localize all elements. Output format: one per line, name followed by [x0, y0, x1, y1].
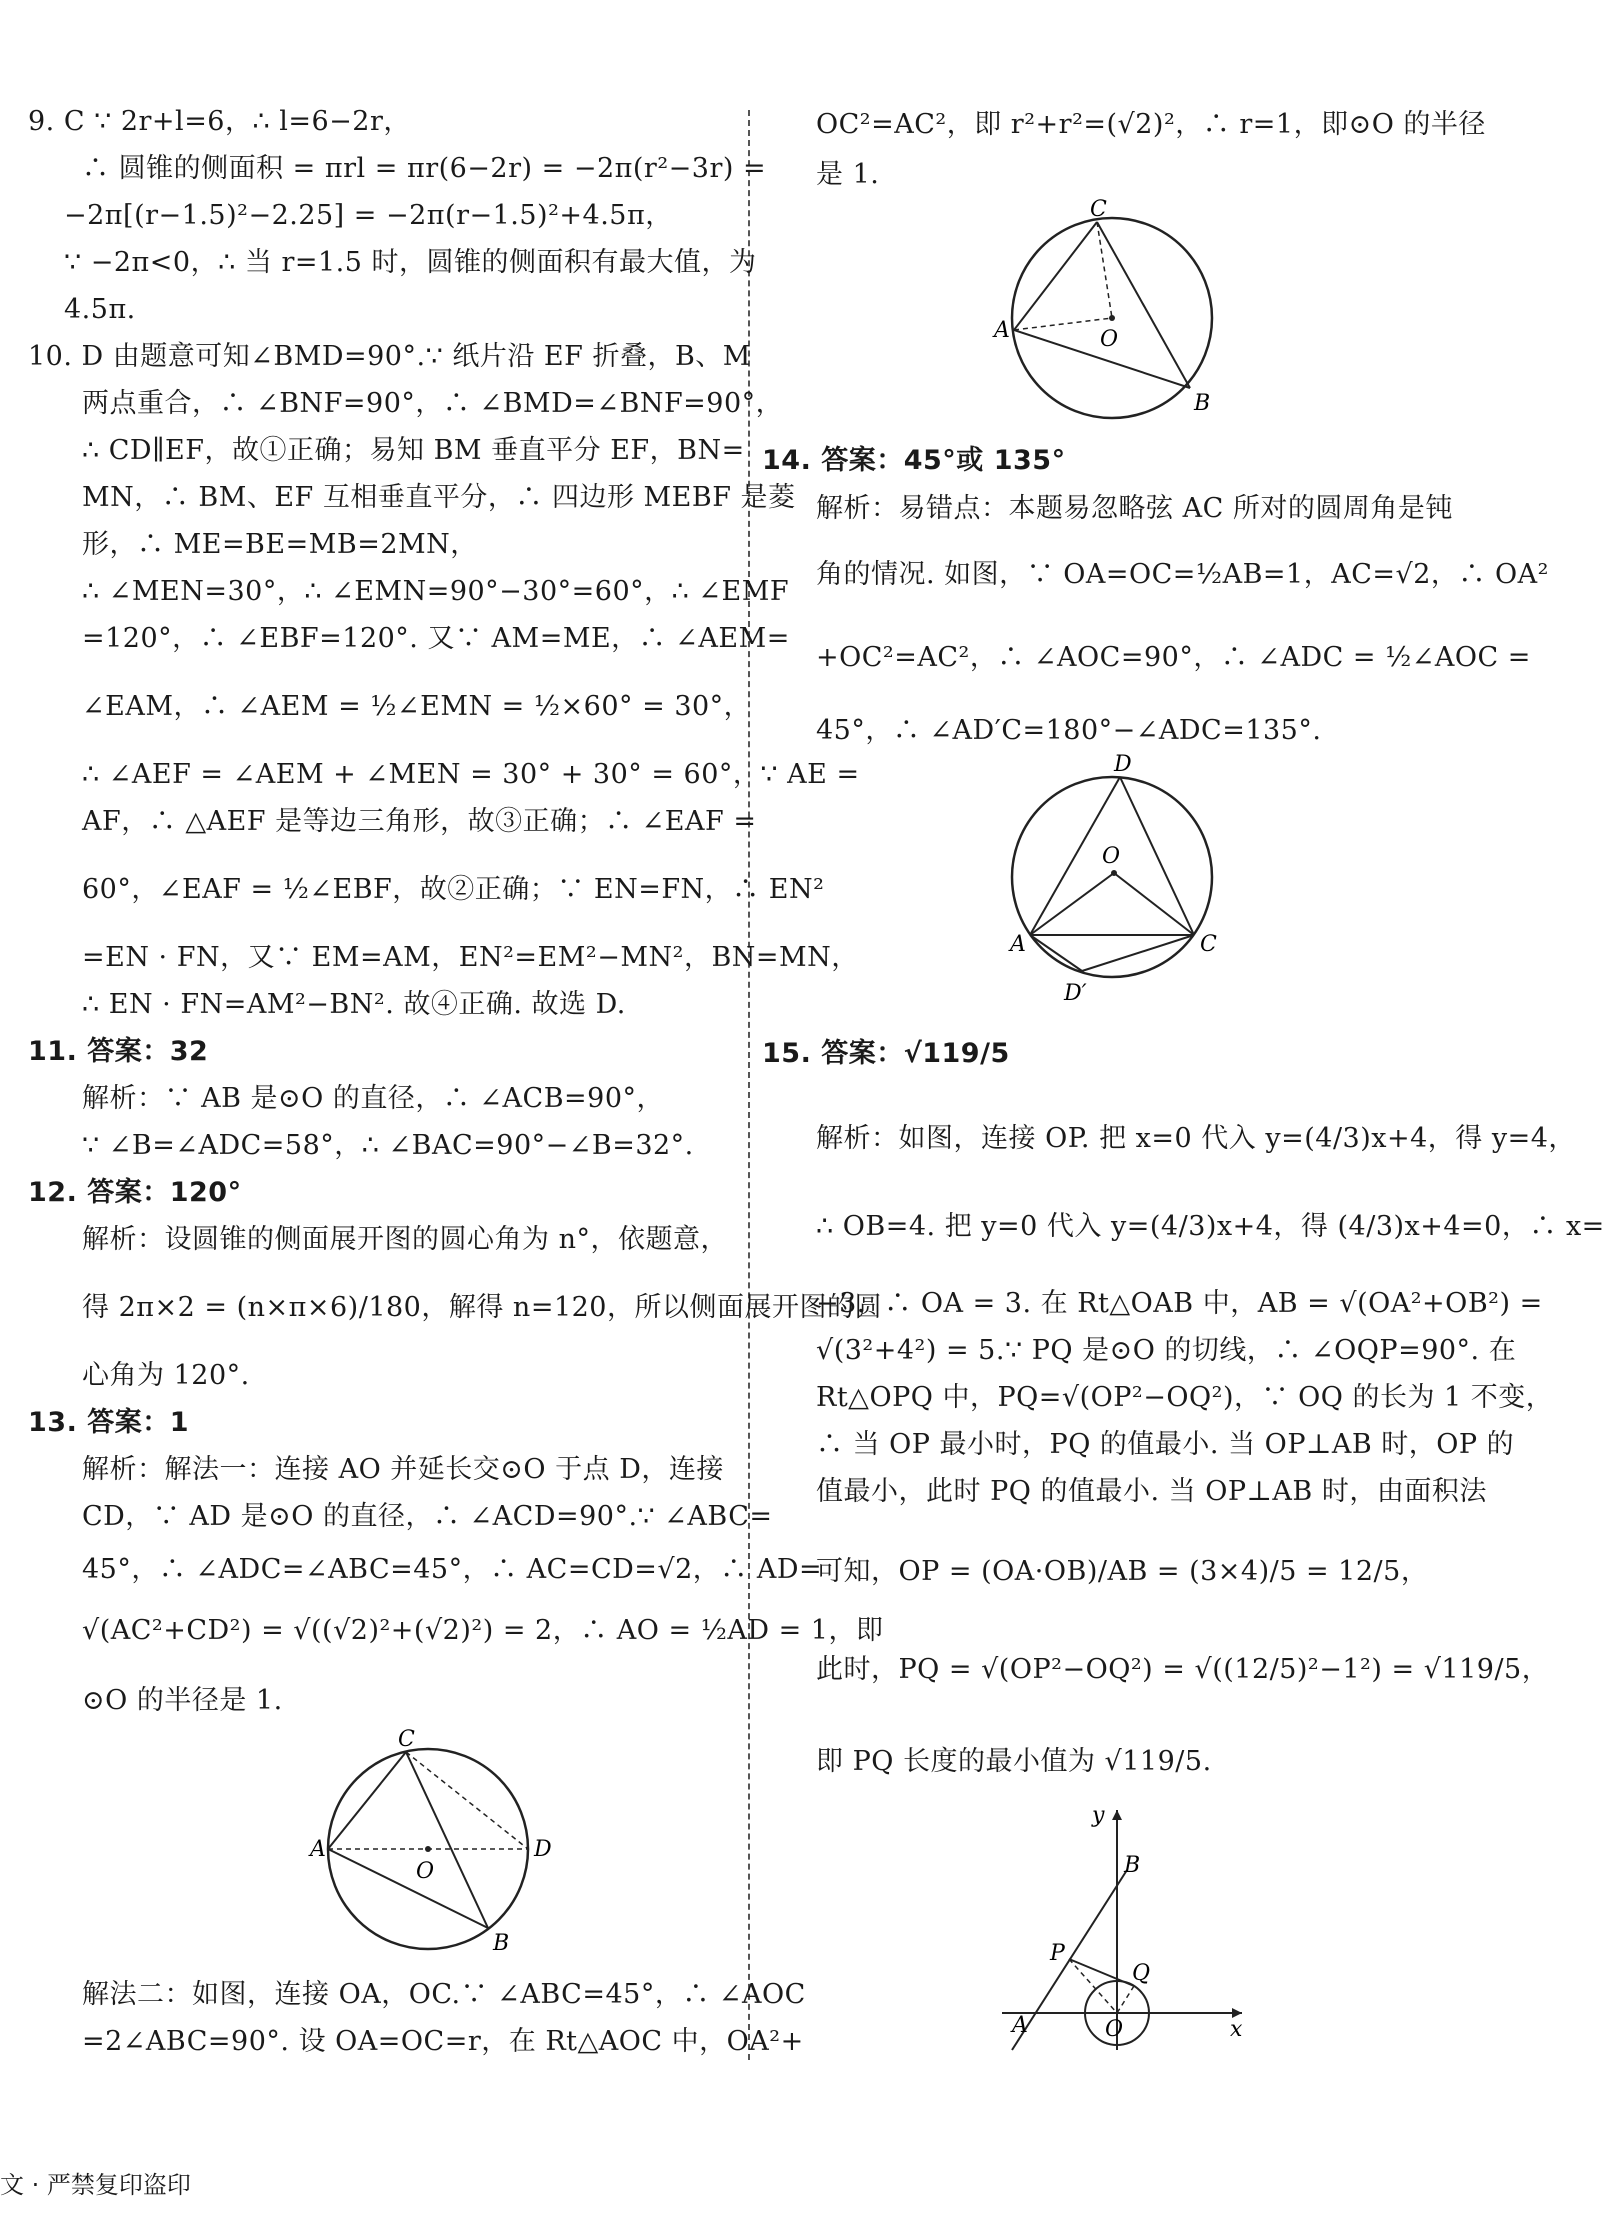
q12-line-2: 得 2π×2 = (n×π×6)/180，解得 n=120，所以侧面展开图的圆 [82, 1292, 882, 1323]
q12-line-1: 解析：设圆锥的侧面展开图的圆心角为 n°，依题意， [82, 1224, 728, 1255]
q10-line-6: ∴ ∠MEN=30°，∴ ∠EMN=90°−30°=60°，∴ ∠EMF [82, 576, 790, 607]
q9-line-2: ∴ 圆锥的侧面积 = πrl = πr(6−2r) = −2π(r²−3r) = [82, 153, 767, 184]
q15-line-6: ∴ 当 OP 最小时，PQ 的值最小. 当 OP⊥AB 时，OP 的 [816, 1429, 1515, 1460]
q14-line-4: 45°，∴ ∠AD′C=180°−∠ADC=135°. [816, 715, 1322, 746]
fig13a-label-d: D [534, 1837, 552, 1862]
q13-line-1: 解析：解法一：连接 AO 并延长交⊙O 于点 D，连接 [82, 1454, 724, 1485]
q10-line-12: =EN · FN，又∵ EM=AM，EN²=EM²−MN²，BN=MN， [82, 942, 859, 973]
figure-13a [288, 1727, 588, 1960]
q10-line-1: 10. D 由题意可知∠BMD=90°.∵ 纸片沿 EF 折叠，B、M [28, 341, 751, 372]
q13-line-3: 45°，∴ ∠ADC=∠ABC=45°，∴ AC=CD=√2，∴ AD= [82, 1554, 823, 1585]
q15-line-1: 解析：如图，连接 OP. 把 x=0 代入 y=(4/3)x+4，得 y=4， [816, 1123, 1576, 1154]
q12-answer: 12. 答案：120° [28, 1177, 242, 1208]
fig14-label-a: A [1010, 932, 1026, 957]
fig13b-label-b: B [1194, 391, 1211, 416]
figure-14 [1002, 752, 1242, 1006]
q10-line-7: =120°，∴ ∠EBF=120°. 又∵ AM=ME，∴ ∠AEM= [82, 623, 790, 654]
q15-answer: 15. 答案：√119/5 [762, 1038, 1010, 1069]
q12-line-3: 心角为 120°. [82, 1360, 250, 1391]
q13-cont-line-2: 是 1. [816, 159, 880, 190]
fig15-label-p: P [1050, 1941, 1065, 1966]
q13-line-7: =2∠ABC=90°. 设 OA=OC=r，在 Rt△AOC 中，OA²+ [82, 2026, 804, 2057]
q15-line-5: Rt△OPQ 中，PQ=√(OP²−OQ²)，∵ OQ 的长为 1 不变， [816, 1382, 1554, 1413]
fig14-label-d-prime: D′ [1064, 981, 1087, 1006]
q10-line-13: ∴ EN · FN=AM²−BN². 故④正确. 故选 D. [82, 989, 626, 1020]
fig14-label-o: O [1102, 844, 1121, 869]
q10-line-10: AF，∴ △AEF 是等边三角形，故③正确；∴ ∠EAF = [82, 806, 757, 837]
q13-cont-line-1: OC²=AC²，即 r²+r²=(√2)²，∴ r=1，即⊙O 的半径 [816, 109, 1486, 140]
fig15-label-y: y [1092, 1803, 1105, 1828]
q9-line-5: 4.5π. [64, 294, 136, 325]
q13-answer: 13. 答案：1 [28, 1407, 190, 1438]
q15-line-2: ∴ OB=4. 把 y=0 代入 y=(4/3)x+4，得 (4/3)x+4=0，∴ x= [816, 1211, 1605, 1242]
q11-line-2: ∵ ∠B=∠ADC=58°，∴ ∠BAC=90°−∠B=32°. [82, 1130, 694, 1161]
q15-line-9: 此时，PQ = √(OP²−OQ²) = √((12/5)²−1²) = √119/5， [816, 1654, 1550, 1685]
fig15-label-q: Q [1132, 1961, 1151, 1986]
fig15-label-o: O [1105, 2017, 1124, 2042]
q15-line-10: 即 PQ 长度的最小值为 √119/5. [816, 1746, 1212, 1777]
fig13a-label-a: A [310, 1837, 326, 1862]
fig15-label-x: x [1230, 2017, 1243, 2042]
q10-line-9: ∴ ∠AEF = ∠AEM + ∠MEN = 30° + 30° = 60°，∵ AE = [82, 759, 860, 790]
q14-answer: 14. 答案：45°或 135° [762, 445, 1066, 476]
q10-line-11: 60°，∠EAF = ½∠EBF，故②正确；∵ EN=FN，∴ EN² [82, 874, 825, 905]
q10-line-8: ∠EAM，∴ ∠AEM = ½∠EMN = ½×60° = 30°， [82, 691, 752, 722]
figure-13b [982, 197, 1242, 430]
figure-15 [992, 1800, 1252, 2060]
q14-line-1: 解析：易错点：本题易忽略弦 AC 所对的圆周角是钝 [816, 493, 1453, 524]
q10-line-5: 形，∴ ME=BE=MB=2MN， [82, 529, 478, 560]
fig13b-label-o: O [1100, 327, 1119, 352]
q11-answer: 11. 答案：32 [28, 1036, 209, 1067]
q10-line-3: ∴ CD∥EF，故①正确；易知 BM 垂直平分 EF，BN= [82, 435, 745, 466]
fig15-label-b: B [1124, 1853, 1141, 1878]
q10-line-2: 两点重合，∴ ∠BNF=90°，∴ ∠BMD=∠BNF=90°， [82, 388, 784, 419]
q15-line-8: 可知，OP = (OA·OB)/AB = (3×4)/5 = 12/5， [816, 1556, 1429, 1587]
q9-line-3: −2π[(r−1.5)²−2.25] = −2π(r−1.5)²+4.5π， [64, 200, 673, 231]
fig13a-label-o: O [416, 1859, 435, 1884]
q10-line-4: MN，∴ BM、EF 互相垂直平分，∴ 四边形 MEBF 是菱 [82, 482, 796, 513]
fig13b-label-a: A [994, 318, 1010, 343]
fig13a-label-b: B [493, 1931, 510, 1956]
q9-line-1: 9. C ∵ 2r+l=6，∴ l=6−2r， [28, 106, 411, 137]
fig13a-label-c: C [398, 1727, 415, 1752]
fig15-label-a: A [1012, 2013, 1028, 2038]
q13-line-2: CD，∵ AD 是⊙O 的直径，∴ ∠ACD=90°.∵ ∠ABC= [82, 1501, 773, 1532]
q14-line-3: +OC²=AC²，∴ ∠AOC=90°，∴ ∠ADC = ½∠AOC = [816, 642, 1531, 673]
fig14-label-c: C [1200, 932, 1217, 957]
q13-line-4: √(AC²+CD²) = √((√2)²+(√2)²) = 2，∴ AO = ½AD = 1，即 [82, 1615, 884, 1646]
page-footer: 文 · 严禁复印盗印 [0, 2171, 191, 2199]
q14-line-2: 角的情况. 如图，∵ OA=OC=½AB=1，AC=√2，∴ OA² [816, 559, 1549, 590]
q15-line-7: 值最小，此时 PQ 的值最小. 当 OP⊥AB 时，由面积法 [816, 1476, 1487, 1507]
q11-line-1: 解析：∵ AB 是⊙O 的直径，∴ ∠ACB=90°， [82, 1083, 665, 1114]
fig13b-label-c: C [1090, 197, 1107, 222]
q15-line-3: −3，∴ OA = 3. 在 Rt△OAB 中，AB = √(OA²+OB²) = [816, 1288, 1543, 1319]
q13-line-6: 解法二：如图，连接 OA，OC.∵ ∠ABC=45°，∴ ∠AOC [82, 1979, 806, 2010]
q13-line-5: ⊙O 的半径是 1. [82, 1685, 283, 1716]
q15-line-4: √(3²+4²) = 5.∵ PQ 是⊙O 的切线，∴ ∠OQP=90°. 在 [816, 1335, 1517, 1366]
fig14-label-d: D [1114, 752, 1132, 777]
q9-line-4: ∵ −2π<0，∴ 当 r=1.5 时，圆锥的侧面积有最大值，为 [64, 247, 757, 278]
